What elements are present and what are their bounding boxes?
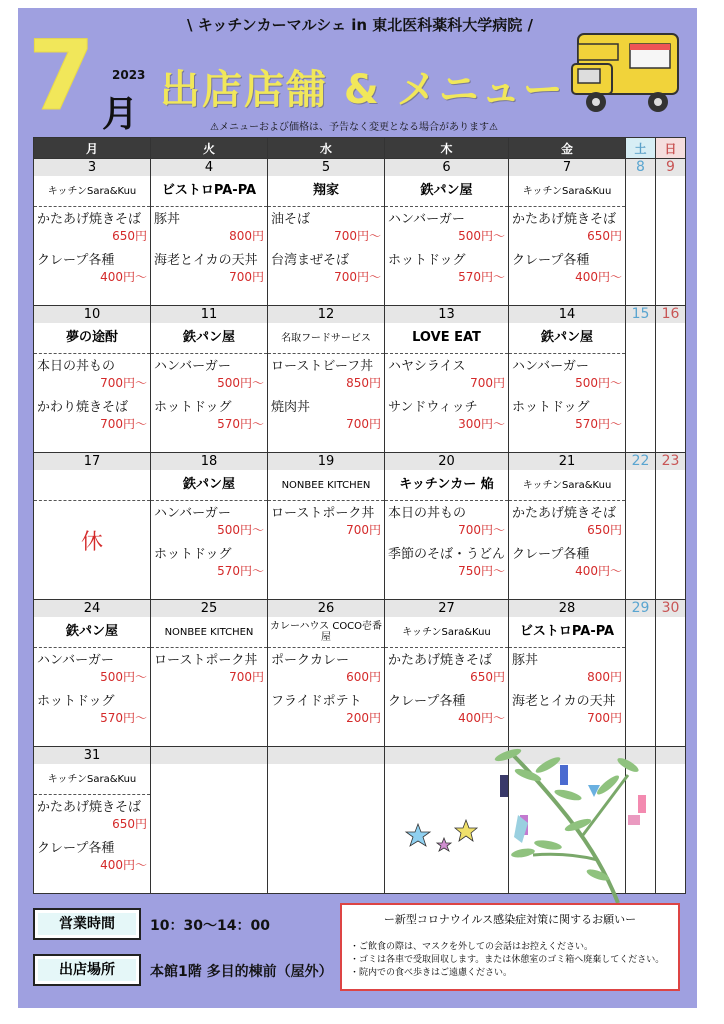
menu-item-price: 700円～ — [458, 523, 506, 537]
menu-item-price: 500円～ — [458, 229, 506, 243]
menu-item-name: ハンバーガー — [154, 359, 231, 374]
shop-name: 鉄パン屋 — [385, 176, 508, 207]
menu-item-price: 400円～ — [458, 711, 506, 725]
calendar-day-cell — [509, 453, 626, 600]
day-number — [151, 747, 267, 764]
menu-item-name: かたあげ焼きそば — [512, 212, 617, 227]
menu-item-name: ポークカレー — [271, 653, 350, 668]
menu-item-price: 650円 — [587, 229, 623, 243]
saturday-cell — [626, 306, 656, 453]
menu-item-price: 700円 — [587, 711, 623, 725]
covid-notice-line: ・院内での食べ歩きはご遠慮ください。 — [350, 968, 513, 978]
menu-item — [34, 358, 150, 391]
menu-item-price: 700円～ — [334, 270, 381, 284]
event-subtitle: \ キッチンカーマルシェ in 東北医科薬科大学病院 / — [187, 16, 533, 34]
shop-name: 翔家 — [268, 176, 384, 207]
menu-item-name: クレープ各種 — [512, 547, 590, 562]
menu-item-price: 400円～ — [575, 270, 623, 284]
menu-item — [151, 652, 267, 685]
menu-item — [509, 505, 625, 538]
day-number: 9 — [656, 159, 685, 176]
day-number: 23 — [656, 453, 685, 470]
menu-item-price: 570円～ — [217, 417, 264, 431]
menu-item-price: 500円～ — [575, 376, 623, 390]
day-number: 30 — [656, 600, 685, 617]
menu-item-price: 650円 — [470, 670, 506, 684]
day-number: 12 — [268, 306, 384, 323]
menu-item-price: 600円 — [346, 670, 381, 684]
calendar-day-cell — [34, 747, 151, 894]
menu-item — [268, 211, 384, 244]
menu-item — [34, 799, 150, 832]
saturday-cell — [626, 600, 656, 747]
sunday-cell — [656, 747, 686, 894]
shop-name: 夢の途酎 — [34, 323, 150, 354]
calendar-day-cell — [151, 306, 268, 453]
menu-item-name: かわり焼きそば — [37, 400, 129, 415]
menu-item-price: 700円 — [346, 417, 381, 431]
menu-item — [151, 399, 267, 432]
menu-item-name: ホットドッグ — [154, 547, 232, 562]
shop-name: キッチンSara&Kuu — [34, 764, 150, 795]
menu-item — [385, 652, 508, 685]
calendar-week-row — [34, 600, 686, 747]
day-number: 24 — [34, 600, 150, 617]
day-number: 6 — [385, 159, 508, 176]
calendar-day-cell — [268, 306, 385, 453]
menu-item — [509, 358, 625, 391]
day-number: 28 — [509, 600, 625, 617]
menu-item-name: かたあげ焼きそば — [37, 800, 142, 815]
weekday-header-row — [34, 138, 686, 159]
shop-name: キッチンカー 焔 — [385, 470, 508, 501]
menu-item-name: ハンバーガー — [512, 359, 589, 374]
menu-item-price: 200円 — [346, 711, 381, 725]
day-number: 25 — [151, 600, 267, 617]
day-number: 15 — [626, 306, 655, 323]
menu-item-price: 700円 — [346, 523, 381, 537]
menu-item-name: ハンバーガー — [388, 212, 465, 227]
calendar-day-cell — [151, 159, 268, 306]
menu-item-price: 700円～ — [334, 229, 381, 243]
menu-item — [385, 693, 508, 726]
weekday-header-sunday: 日 — [656, 138, 686, 159]
menu-item — [385, 211, 508, 244]
shop-name: カレーハウス COCO壱番屋 — [268, 617, 384, 648]
menu-item-name: ローストビーフ丼 — [271, 359, 374, 374]
menu-item-name: フライドポテト — [271, 694, 362, 709]
calendar-day-cell — [385, 600, 509, 747]
day-number: 10 — [34, 306, 150, 323]
day-number: 18 — [151, 453, 267, 470]
shop-name: 名取フードサービス — [268, 323, 384, 354]
day-number: 3 — [34, 159, 150, 176]
menu-item-price: 650円 — [587, 523, 623, 537]
weekday-header: 金 — [509, 138, 626, 159]
menu-item-price: 500円～ — [217, 523, 264, 537]
day-number: 20 — [385, 453, 508, 470]
sunday-cell — [656, 600, 686, 747]
menu-item-price: 500円～ — [100, 670, 147, 684]
shop-name: ビストロPA-PA — [151, 176, 267, 207]
shop-name: NONBEE KITCHEN — [268, 470, 384, 501]
business-hours-label: 営業時間 — [33, 908, 141, 940]
stars-decoration-icon — [404, 818, 484, 858]
calendar-day-cell — [151, 747, 268, 894]
menu-item — [151, 211, 267, 244]
menu-item-name: 豚丼 — [512, 653, 539, 668]
month-kanji: 月 — [102, 94, 139, 135]
sunday-cell — [656, 453, 686, 600]
shop-name: 鉄パン屋 — [509, 323, 625, 354]
price-notice: ⚠メニューおよび価格は、予告なく変更となる場合があります⚠ — [210, 122, 498, 133]
covid-notice-box — [340, 903, 680, 991]
menu-item-name: 季節のそば・うどん — [388, 547, 506, 562]
tanabata-bamboo-icon — [488, 735, 648, 905]
menu-item-price: 570円～ — [575, 417, 623, 431]
menu-item — [151, 505, 267, 538]
calendar-day-cell — [34, 600, 151, 747]
menu-item — [385, 505, 508, 538]
menu-item-price: 800円 — [229, 229, 264, 243]
menu-item — [34, 399, 150, 432]
menu-item — [509, 211, 625, 244]
menu-item — [509, 652, 625, 685]
calendar-day-cell — [268, 453, 385, 600]
menu-item-price: 400円～ — [575, 564, 623, 578]
menu-item — [385, 252, 508, 285]
menu-item — [385, 546, 508, 579]
calendar-day-cell — [509, 600, 626, 747]
menu-item-price: 650円 — [112, 817, 147, 831]
menu-item-name: 本日の丼もの — [388, 506, 467, 521]
menu-item-price: 400円～ — [100, 858, 147, 872]
weekday-header-saturday: 土 — [626, 138, 656, 159]
menu-item-name: 海老とイカの天丼 — [512, 694, 616, 709]
menu-item — [268, 505, 384, 538]
month-number: 7 — [28, 20, 95, 132]
menu-item-name: ローストポーク丼 — [271, 506, 375, 521]
day-number: 17 — [34, 453, 150, 470]
calendar-day-cell — [34, 453, 151, 600]
menu-item-name: 豚丼 — [154, 212, 181, 227]
day-number: 14 — [509, 306, 625, 323]
day-number: 7 — [509, 159, 625, 176]
menu-item — [268, 399, 384, 432]
menu-item — [268, 252, 384, 285]
menu-item — [34, 693, 150, 726]
menu-item — [385, 358, 508, 391]
menu-item-price: 700円 — [229, 670, 264, 684]
menu-item-price: 400円～ — [100, 270, 147, 284]
menu-item-price: 750円～ — [458, 564, 506, 578]
menu-item-name: 海老とイカの天丼 — [154, 253, 258, 268]
saturday-cell — [626, 159, 656, 306]
day-number: 29 — [626, 600, 655, 617]
menu-item-name: クレープ各種 — [37, 253, 115, 268]
sunday-cell — [656, 306, 686, 453]
menu-item-name: ホットドッグ — [154, 400, 232, 415]
menu-item-price: 700円～ — [100, 417, 147, 431]
day-number: 31 — [34, 747, 150, 764]
year-label: 2023 — [112, 68, 146, 82]
shop-name: ビストロPA-PA — [509, 617, 625, 648]
menu-item-name: 本日の丼もの — [37, 359, 116, 374]
menu-item — [34, 252, 150, 285]
calendar-day-cell — [509, 306, 626, 453]
menu-item-price: 570円～ — [458, 270, 506, 284]
menu-item-price: 300円～ — [458, 417, 506, 431]
menu-item-price: 800円 — [587, 670, 623, 684]
calendar-day-cell — [34, 306, 151, 453]
menu-item — [34, 840, 150, 873]
calendar-day-cell — [385, 159, 509, 306]
menu-item-name: ハヤシライス — [388, 359, 466, 374]
shop-name: キッチンSara&Kuu — [385, 617, 508, 648]
shop-name: 鉄パン屋 — [151, 470, 267, 501]
menu-item-name: かたあげ焼きそば — [37, 212, 142, 227]
calendar-day-cell — [151, 453, 268, 600]
saturday-cell — [626, 453, 656, 600]
menu-item-name: サンドウィッチ — [388, 400, 478, 415]
menu-item — [151, 358, 267, 391]
menu-item-price: 570円～ — [100, 711, 147, 725]
calendar-week-row — [34, 453, 686, 600]
shop-name: LOVE EAT — [385, 323, 508, 354]
shop-name: 鉄パン屋 — [34, 617, 150, 648]
covid-notice-line: ・ゴミは各車で受取回収します。または休憩室のゴミ箱へ廃棄してください。 — [350, 955, 665, 965]
day-number: 27 — [385, 600, 508, 617]
menu-item — [509, 546, 625, 579]
location-label: 出店場所 — [33, 954, 141, 986]
menu-item — [268, 693, 384, 726]
menu-item-name: ホットドッグ — [37, 694, 115, 709]
shop-name: 鉄パン屋 — [151, 323, 267, 354]
day-number — [268, 747, 384, 764]
calendar-day-cell — [268, 159, 385, 306]
calendar-day-cell — [268, 600, 385, 747]
day-number: 8 — [626, 159, 655, 176]
menu-item-name: クレープ各種 — [512, 253, 590, 268]
day-number: 5 — [268, 159, 384, 176]
shop-name-empty — [34, 470, 150, 501]
food-truck-icon — [570, 24, 690, 120]
menu-item-name: かたあげ焼きそば — [388, 653, 493, 668]
covid-notice-line: ・ご飲食の際は、マスクを外しての会話はお控えください。 — [350, 942, 594, 952]
location-value: 本館1階 多目的棟前（屋外） — [150, 964, 333, 980]
menu-item-price: 500円～ — [217, 376, 264, 390]
calendar-week-row — [34, 306, 686, 453]
menu-item-name: ローストポーク丼 — [154, 653, 258, 668]
menu-item-price: 700円 — [470, 376, 506, 390]
menu-item-name: 焼肉丼 — [271, 400, 311, 415]
day-number — [656, 747, 685, 764]
closed-marker: 休 — [80, 530, 103, 555]
menu-item-price: 570円～ — [217, 564, 264, 578]
day-number: 4 — [151, 159, 267, 176]
calendar-day-cell — [385, 306, 509, 453]
menu-item-name: 台湾まぜそば — [271, 253, 350, 268]
day-number: 22 — [626, 453, 655, 470]
menu-item-price: 850円 — [346, 376, 381, 390]
menu-item — [268, 652, 384, 685]
menu-item-price: 700円 — [229, 270, 264, 284]
menu-item — [509, 252, 625, 285]
menu-item — [34, 652, 150, 685]
menu-item-name: 油そば — [271, 212, 311, 227]
menu-item-name: クレープ各種 — [37, 841, 115, 856]
covid-notice-title: ー新型コロナウイルス感染症対策に関するお願いー — [383, 913, 637, 926]
menu-item-name: かたあげ焼きそば — [512, 506, 617, 521]
business-hours-value: 10：30～14：00 — [150, 918, 270, 934]
menu-item-name: ホットドッグ — [388, 253, 466, 268]
day-number: 21 — [509, 453, 625, 470]
weekday-header: 木 — [385, 138, 509, 159]
menu-item-name: ハンバーガー — [37, 653, 114, 668]
menu-item-name: ホットドッグ — [512, 400, 590, 415]
sunday-cell — [656, 159, 686, 306]
menu-item-price: 650円 — [112, 229, 147, 243]
menu-item — [151, 252, 267, 285]
menu-item — [34, 211, 150, 244]
day-number: 19 — [268, 453, 384, 470]
menu-item — [268, 358, 384, 391]
menu-item — [509, 693, 625, 726]
day-number: 26 — [268, 600, 384, 617]
day-number: 16 — [656, 306, 685, 323]
page-title: 出店店舗 & メニュー — [160, 67, 565, 113]
calendar-day-cell — [509, 159, 626, 306]
menu-item-name: クレープ各種 — [388, 694, 466, 709]
day-number: 11 — [151, 306, 267, 323]
menu-item — [151, 546, 267, 579]
calendar-day-cell — [34, 159, 151, 306]
weekday-header: 水 — [268, 138, 385, 159]
shop-name: NONBEE KITCHEN — [151, 617, 267, 648]
calendar-day-cell — [151, 600, 268, 747]
calendar-day-cell — [385, 453, 509, 600]
calendar-week-row — [34, 159, 686, 306]
menu-item — [385, 399, 508, 432]
menu-item-name: ハンバーガー — [154, 506, 231, 521]
menu-item-price: 700円～ — [100, 376, 147, 390]
weekday-header: 火 — [151, 138, 268, 159]
shop-name: キッチンSara&Kuu — [34, 176, 150, 207]
shop-name: キッチンSara&Kuu — [509, 176, 625, 207]
weekday-header: 月 — [34, 138, 151, 159]
shop-name: キッチンSara&Kuu — [509, 470, 625, 501]
menu-item — [509, 399, 625, 432]
calendar-day-cell — [268, 747, 385, 894]
day-number: 13 — [385, 306, 508, 323]
